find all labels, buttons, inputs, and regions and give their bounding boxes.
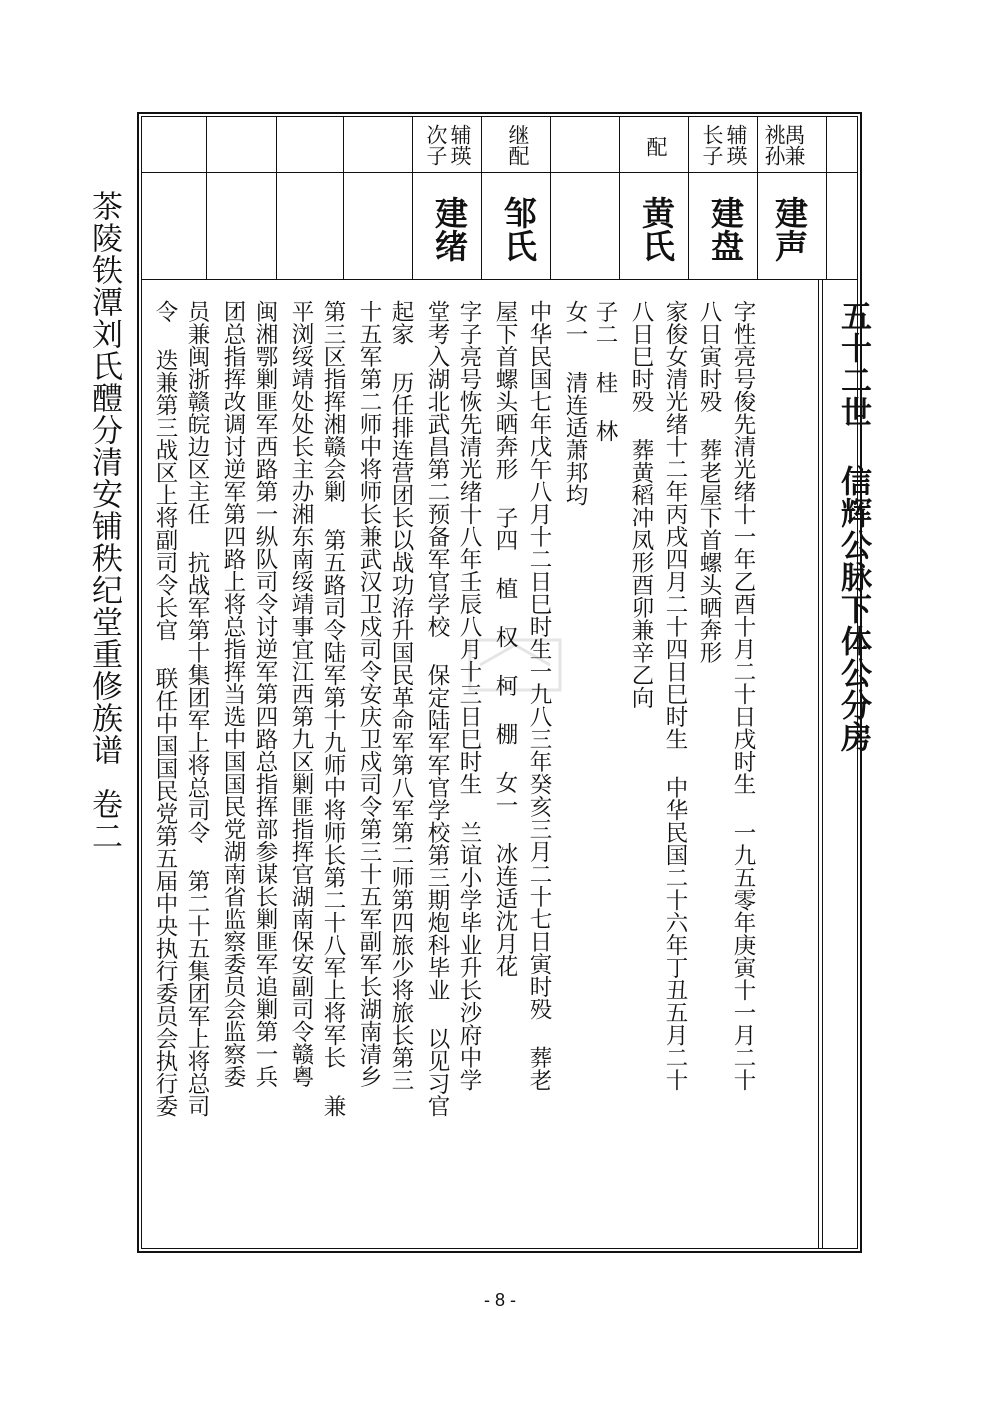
body-line-9: 字子亮号恢先清光绪十八年壬辰八月十三日巳时生 兰谊小学毕业升长沙府中学 [456,300,482,1091]
col-sep-1 [206,116,207,280]
body-line-7: 中华民国七年戊午八月十二日巳时生一九八三年癸亥三月二十七日寅时殁 葬老 [526,300,552,1091]
body-line-13: 第三区指挥湘赣会剿 第五路司令陆军第十九师中将师长第二十八军上将军长 兼 [320,300,346,1117]
body-line-1: 字性亮号俊先清光绪十一年乙酉十月二十日戌时生 一九五零年庚寅十一月二十 [730,300,756,1091]
header-divider-2 [141,279,858,280]
col-sep-5 [481,116,482,280]
header-col3-label: 配 [644,136,668,157]
body-line-17: 员兼闽浙赣皖边区主任 抗战军第十集团军上将总司令 第二十五集团军上将总司 [184,300,210,1117]
section-heading: 五十二世 信辉公脉下体公分房 [835,300,871,753]
header-col5-label-a: 辅瑛 [448,124,472,166]
header-col2-label-b: 长子 [700,124,724,166]
header-col4-label: 继配 [506,124,530,166]
header-col4-name: 邹氏 [499,196,538,262]
header-divider-1 [141,172,858,173]
heading-divider-2 [822,280,823,1249]
col-sep-3 [343,116,344,280]
header-col2-label-a: 辅瑛 [724,124,748,166]
col-sep-2 [276,116,277,280]
header-col5-name: 建绪 [430,196,469,262]
header-col5-label-b: 次子 [424,124,448,166]
library-watermark-icon [460,630,570,709]
header-col3-name: 黄氏 [637,196,676,262]
book-title [82,190,126,910]
body-line-14: 平浏绥靖处处长主办湘东南绥靖事宜江西第九区剿匪指挥官湖南保安副司令赣粤 [288,300,314,1088]
body-line-4: 八日巳时殁 葬黄稻冲凤形酉卯兼辛乙向 [628,300,654,709]
header-col1-label-a: 禺兼 [782,124,806,166]
body-line-3: 家俊女清光绪十二年丙戌四月二十四日巳时生 中华民国二十六年丁丑五月二十 [662,300,688,1091]
heading-divider [818,280,819,1249]
header-col1-name: 建声 [770,196,809,262]
body-line-15: 闽湘鄂剿匪军西路第一纵队司令讨逆军第四路总指挥部参谋长剿匪军追剿第一兵 [252,300,278,1088]
body-line-12: 十五军第二师中将师长兼武汉卫戍司令安庆卫戍司令第三十五军副军长湖南清乡 [356,300,382,1088]
volume-label: 卷二 [86,788,122,852]
body-line-16: 团总指挥改调讨逆军第四路上将总指挥当选中国国民党湖南省监察委员会监察委 [220,300,246,1088]
body-line-10: 堂考入湖北武昌第二预备军官学校 保定陆军军官学校第三期炮科毕业 以见习官 [424,300,450,1117]
header-col1-label-b: 祧孙 [762,124,786,166]
body-line-6: 女一 清连适萧邦均 [562,300,588,506]
book-title-text: 茶陵铁潭刘氏醴分清安铺秩纪堂重修族谱 [86,190,122,766]
header-col2-name: 建盘 [706,196,745,262]
col-sep-10 [826,116,827,280]
page-number: - 8 - [483,1290,516,1310]
col-sep-6 [550,116,551,280]
col-sep-4 [412,116,413,280]
col-sep-8 [688,116,689,280]
body-line-5: 子二 桂 林 [592,300,618,442]
body-line-18: 令 迭兼第三战区上将副司令长官 联任中国国民党第五届中央执行委员会执行委 [152,300,178,1117]
col-sep-7 [619,116,620,280]
body-line-11: 起家 历任排连营团长以战功洊升国民革命军第八军第二师第四旅少将旅长第三 [388,300,414,1091]
header-col1-label-b-wrap [762,124,786,166]
body-line-2: 八日寅时殁 葬老屋下首螺头晒奔形 [696,300,722,664]
body-line-8: 屋下首螺头晒奔形 子四 植 权 柯 棚 女一 冰连适沈月花 [492,300,518,977]
col-sep-9 [757,116,758,280]
